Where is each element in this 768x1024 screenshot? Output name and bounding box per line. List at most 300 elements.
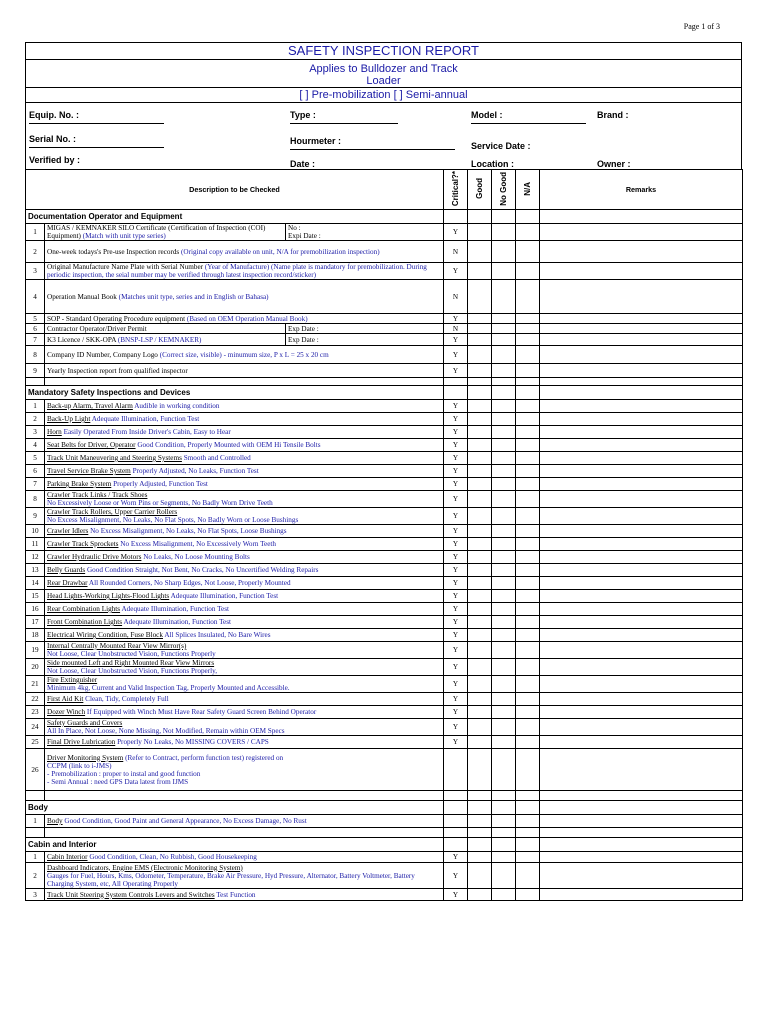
critical-cell[interactable]: Y (444, 452, 468, 465)
good-cell[interactable] (468, 241, 492, 263)
remarks-cell[interactable] (540, 659, 743, 676)
subfield-1: Exp Date : (288, 324, 319, 333)
remarks-cell[interactable] (540, 224, 743, 241)
item-text: Yearly Inspection report from qualified inspector (47, 366, 188, 375)
no-good-cell[interactable] (492, 210, 516, 224)
critical-cell[interactable]: Y (444, 693, 468, 706)
na-cell[interactable] (516, 241, 540, 263)
remarks-cell[interactable] (540, 210, 743, 224)
remarks-cell[interactable] (540, 577, 743, 590)
good-cell[interactable] (468, 439, 492, 452)
no-good-cell[interactable] (492, 224, 516, 241)
report-subtitle (26, 60, 741, 88)
item-number: 12 (26, 551, 45, 564)
good-cell[interactable] (468, 538, 492, 551)
item-name: Final Drive Lubrication (47, 738, 116, 746)
good-cell[interactable] (468, 719, 492, 736)
na-cell[interactable] (516, 659, 540, 676)
critical-cell[interactable]: N (444, 280, 468, 314)
na-cell[interactable] (516, 324, 540, 334)
item-criteria: Test Function (214, 890, 256, 899)
owner-label: Owner : (597, 159, 631, 169)
no-good-cell[interactable] (492, 676, 516, 693)
item-criteria: Properly Adjusted, Function Test (111, 480, 208, 488)
no-good-cell[interactable] (492, 364, 516, 378)
item-description (45, 478, 444, 491)
na-cell[interactable] (516, 564, 540, 577)
checklist-row (26, 577, 743, 590)
remarks-cell[interactable] (540, 465, 743, 478)
remarks-cell[interactable] (540, 478, 743, 491)
item-text: K3 Licence / SKK-OPA (47, 335, 117, 344)
remarks-cell[interactable] (540, 616, 743, 629)
item-description (45, 749, 444, 791)
no-good-cell[interactable] (492, 465, 516, 478)
critical-cell[interactable]: Y (444, 642, 468, 659)
no-good-cell[interactable] (492, 791, 516, 801)
remarks-cell[interactable] (540, 828, 743, 838)
na-cell[interactable] (516, 551, 540, 564)
no-good-cell[interactable] (492, 852, 516, 863)
na-cell[interactable] (516, 465, 540, 478)
remarks-cell[interactable] (540, 564, 743, 577)
good-cell[interactable] (468, 693, 492, 706)
na-cell[interactable] (516, 224, 540, 241)
na-cell[interactable] (516, 538, 540, 551)
no-good-cell[interactable] (492, 616, 516, 629)
critical-cell[interactable] (444, 791, 468, 801)
item-number: 4 (26, 280, 45, 314)
na-cell[interactable] (516, 334, 540, 346)
item-description (45, 706, 444, 719)
item-number: 4 (26, 439, 45, 452)
no-good-cell[interactable] (492, 439, 516, 452)
no-good-cell[interactable] (492, 863, 516, 889)
critical-cell[interactable] (444, 378, 468, 386)
checklist-row (26, 693, 743, 706)
critical-cell[interactable]: Y (444, 719, 468, 736)
critical-cell[interactable] (444, 828, 468, 838)
remarks-cell[interactable] (540, 791, 743, 801)
remarks-cell[interactable] (540, 719, 743, 736)
remarks-cell[interactable] (540, 426, 743, 439)
remarks-cell[interactable] (540, 491, 743, 508)
item-description (45, 577, 444, 590)
item-description (45, 334, 286, 346)
good-cell[interactable] (468, 210, 492, 224)
remarks-cell[interactable] (540, 263, 743, 280)
good-cell[interactable] (468, 801, 492, 815)
no-good-cell[interactable] (492, 314, 516, 324)
item-number: 1 (26, 852, 45, 863)
na-cell[interactable] (516, 478, 540, 491)
critical-cell[interactable]: Y (444, 224, 468, 241)
good-cell[interactable] (468, 889, 492, 901)
critical-cell[interactable]: Y (444, 659, 468, 676)
critical-cell[interactable]: Y (444, 413, 468, 426)
na-cell[interactable] (516, 413, 540, 426)
hourmeter-line (290, 149, 455, 150)
item-number: 11 (26, 538, 45, 551)
critical-cell[interactable]: Y (444, 400, 468, 413)
critical-cell[interactable]: Y (444, 590, 468, 603)
checklist-row (26, 452, 743, 465)
critical-cell[interactable]: Y (444, 314, 468, 324)
critical-cell[interactable]: Y (444, 263, 468, 280)
item-description (45, 693, 444, 706)
no-good-cell[interactable] (492, 659, 516, 676)
no-good-cell[interactable] (492, 642, 516, 659)
remarks-cell[interactable] (540, 508, 743, 525)
remarks-cell[interactable] (540, 280, 743, 314)
remarks-cell[interactable] (540, 815, 743, 828)
remarks-cell[interactable] (540, 334, 743, 346)
remarks-cell[interactable] (540, 525, 743, 538)
remarks-cell[interactable] (540, 439, 743, 452)
no-good-cell[interactable] (492, 749, 516, 791)
na-cell[interactable] (516, 852, 540, 863)
no-good-cell[interactable] (492, 889, 516, 901)
no-good-cell[interactable] (492, 719, 516, 736)
no-good-cell[interactable] (492, 491, 516, 508)
na-cell[interactable] (516, 693, 540, 706)
na-cell[interactable] (516, 749, 540, 791)
na-cell[interactable] (516, 426, 540, 439)
na-cell[interactable] (516, 508, 540, 525)
serial-no-label: Serial No. : (29, 134, 77, 144)
na-cell[interactable] (516, 616, 540, 629)
critical-cell[interactable]: Y (444, 736, 468, 749)
no-good-cell[interactable] (492, 508, 516, 525)
good-cell[interactable] (468, 224, 492, 241)
item-number: 5 (26, 314, 45, 324)
critical-cell[interactable]: Y (444, 508, 468, 525)
equipment-info-block (25, 103, 742, 169)
na-cell[interactable] (516, 346, 540, 364)
item-description (45, 452, 444, 465)
item-criteria: Good Condition, Clean, No Rubbish, Good Housekeeping (87, 853, 257, 861)
na-cell[interactable] (516, 378, 540, 386)
no-good-cell[interactable] (492, 241, 516, 263)
remarks-cell[interactable] (540, 346, 743, 364)
item-name: Crawler Track Sprockets (47, 540, 119, 548)
item-description (45, 241, 444, 263)
na-cell[interactable] (516, 889, 540, 901)
good-cell[interactable] (468, 838, 492, 852)
good-cell[interactable] (468, 508, 492, 525)
critical-cell[interactable]: Y (444, 525, 468, 538)
critical-cell[interactable]: Y (444, 346, 468, 364)
critical-cell[interactable]: Y (444, 863, 468, 889)
na-cell[interactable] (516, 280, 540, 314)
item-description (45, 736, 444, 749)
item-criteria: All In Place, Not Loose, None Missing, Not Modified, Remain within OEM Specs (47, 727, 285, 735)
good-cell[interactable] (468, 590, 492, 603)
good-cell[interactable] (468, 413, 492, 426)
good-cell[interactable] (468, 400, 492, 413)
good-cell[interactable] (468, 452, 492, 465)
section-title: Mandatory Safety Inspections and Devices (26, 386, 444, 400)
item-criteria: Adequate Illumination, Function Test (169, 592, 279, 600)
critical-cell[interactable]: Y (444, 364, 468, 378)
no-good-cell[interactable] (492, 452, 516, 465)
good-cell[interactable] (468, 603, 492, 616)
good-cell[interactable] (468, 564, 492, 577)
no-good-cell[interactable] (492, 538, 516, 551)
hourmeter-label: Hourmeter : (290, 136, 342, 146)
good-cell[interactable] (468, 815, 492, 828)
critical-cell[interactable]: Y (444, 439, 468, 452)
no-good-cell[interactable] (492, 590, 516, 603)
remarks-cell[interactable] (540, 364, 743, 378)
item-subfields (286, 334, 444, 346)
na-cell[interactable] (516, 828, 540, 838)
no-good-cell[interactable] (492, 280, 516, 314)
equip-no-label: Equip. No. : (29, 110, 79, 120)
good-cell[interactable] (468, 478, 492, 491)
item-criteria: Properly No Leaks, No MISSING COVERS / CAPS (115, 738, 269, 746)
no-good-cell[interactable] (492, 346, 516, 364)
section-documentation (26, 210, 743, 224)
critical-cell[interactable]: Y (444, 426, 468, 439)
item-description (45, 465, 444, 478)
no-good-cell[interactable] (492, 378, 516, 386)
remarks-cell[interactable] (540, 838, 743, 852)
good-cell[interactable] (468, 863, 492, 889)
item-description (45, 346, 444, 364)
good-cell[interactable] (468, 426, 492, 439)
na-cell[interactable] (516, 815, 540, 828)
item-name: Back-Up Light (47, 415, 91, 423)
na-cell[interactable] (516, 603, 540, 616)
critical-cell[interactable]: Y (444, 616, 468, 629)
col-no-good: No Good (492, 170, 516, 210)
critical-cell[interactable]: Y (444, 577, 468, 590)
good-cell[interactable] (468, 314, 492, 324)
remarks-cell[interactable] (540, 736, 743, 749)
na-cell[interactable] (516, 791, 540, 801)
good-cell[interactable] (468, 263, 492, 280)
na-cell[interactable] (516, 577, 540, 590)
remarks-cell[interactable] (540, 642, 743, 659)
good-cell[interactable] (468, 386, 492, 400)
good-cell[interactable] (468, 378, 492, 386)
na-cell[interactable] (516, 801, 540, 815)
critical-cell[interactable]: Y (444, 465, 468, 478)
no-good-cell[interactable] (492, 706, 516, 719)
no-good-cell[interactable] (492, 736, 516, 749)
item-criteria: All Rounded Corners, No Sharp Edges, Not Loose, Properly Mounted (87, 579, 291, 587)
na-cell[interactable] (516, 719, 540, 736)
no-good-cell[interactable] (492, 551, 516, 564)
good-cell[interactable] (468, 577, 492, 590)
good-cell[interactable] (468, 334, 492, 346)
remarks-cell[interactable] (540, 386, 743, 400)
checklist-row (26, 525, 743, 538)
critical-cell[interactable] (444, 749, 468, 791)
remarks-cell[interactable] (540, 538, 743, 551)
critical-cell[interactable]: Y (444, 676, 468, 693)
na-cell[interactable] (516, 706, 540, 719)
no-good-cell[interactable] (492, 386, 516, 400)
checklist-row (26, 815, 743, 828)
item-number: 9 (26, 364, 45, 378)
remarks-cell[interactable] (540, 863, 743, 889)
critical-cell[interactable]: Y (444, 491, 468, 508)
na-cell[interactable] (516, 386, 540, 400)
equip-no-line (29, 123, 164, 124)
na-cell[interactable] (516, 629, 540, 642)
good-cell[interactable] (468, 852, 492, 863)
critical-cell[interactable]: Y (444, 706, 468, 719)
critical-cell[interactable] (444, 386, 468, 400)
good-cell[interactable] (468, 525, 492, 538)
remarks-cell[interactable] (540, 706, 743, 719)
no-good-cell[interactable] (492, 828, 516, 838)
checklist-row (26, 224, 743, 241)
critical-cell[interactable] (444, 210, 468, 224)
item-name: Travel Service Brake System (47, 467, 131, 475)
no-good-cell[interactable] (492, 577, 516, 590)
remarks-cell[interactable] (540, 324, 743, 334)
good-cell[interactable] (468, 791, 492, 801)
no-good-cell[interactable] (492, 334, 516, 346)
remarks-cell[interactable] (540, 314, 743, 324)
na-cell[interactable] (516, 263, 540, 280)
remarks-cell[interactable] (540, 551, 743, 564)
no-good-cell[interactable] (492, 564, 516, 577)
no-good-cell[interactable] (492, 801, 516, 815)
good-cell[interactable] (468, 736, 492, 749)
no-good-cell[interactable] (492, 413, 516, 426)
critical-cell[interactable]: Y (444, 478, 468, 491)
critical-cell[interactable]: Y (444, 334, 468, 346)
good-cell[interactable] (468, 346, 492, 364)
na-cell[interactable] (516, 736, 540, 749)
remarks-cell[interactable] (540, 676, 743, 693)
na-cell[interactable] (516, 452, 540, 465)
critical-cell[interactable]: Y (444, 852, 468, 863)
na-cell[interactable] (516, 210, 540, 224)
na-cell[interactable] (516, 525, 540, 538)
critical-cell[interactable] (444, 838, 468, 852)
good-cell[interactable] (468, 280, 492, 314)
critical-cell[interactable]: Y (444, 629, 468, 642)
no-good-cell[interactable] (492, 815, 516, 828)
no-good-cell[interactable] (492, 263, 516, 280)
item-description (45, 889, 444, 901)
remarks-cell[interactable] (540, 801, 743, 815)
item-text: Operation Manual Book (47, 292, 117, 301)
item-note: (Matches unit type, series and in English or Bahasa) (116, 292, 269, 301)
critical-cell[interactable]: Y (444, 564, 468, 577)
good-cell[interactable] (468, 324, 492, 334)
no-good-cell[interactable] (492, 693, 516, 706)
good-cell[interactable] (468, 465, 492, 478)
critical-cell[interactable]: Y (444, 538, 468, 551)
item-criteria-line-3: - Premobilization : proper to instal and good function (47, 769, 201, 778)
item-note: (BNSP-LSP / KEMNAKER) (116, 335, 202, 344)
critical-cell[interactable]: Y (444, 889, 468, 901)
no-good-cell[interactable] (492, 603, 516, 616)
spacer-row (26, 791, 743, 801)
good-cell[interactable] (468, 491, 492, 508)
good-cell[interactable] (468, 629, 492, 642)
good-cell[interactable] (468, 749, 492, 791)
checklist-row (26, 889, 743, 901)
na-cell[interactable] (516, 364, 540, 378)
critical-cell[interactable]: N (444, 241, 468, 263)
na-cell[interactable] (516, 838, 540, 852)
no-good-cell[interactable] (492, 525, 516, 538)
good-cell[interactable] (468, 616, 492, 629)
na-cell[interactable] (516, 863, 540, 889)
item-description (45, 439, 444, 452)
critical-cell[interactable] (444, 801, 468, 815)
item-description (45, 525, 444, 538)
remarks-cell[interactable] (540, 413, 743, 426)
good-cell[interactable] (468, 642, 492, 659)
na-cell[interactable] (516, 642, 540, 659)
item-description (45, 280, 444, 314)
remarks-cell[interactable] (540, 590, 743, 603)
no-good-cell[interactable] (492, 838, 516, 852)
remarks-cell[interactable] (540, 749, 743, 791)
item-criteria: All Splices Insulated, No Bare Wires (162, 631, 271, 639)
critical-cell[interactable]: Y (444, 603, 468, 616)
remarks-cell[interactable] (540, 400, 743, 413)
checklist-row (26, 465, 743, 478)
remarks-cell[interactable] (540, 693, 743, 706)
remarks-cell[interactable] (540, 852, 743, 863)
remarks-cell[interactable] (540, 889, 743, 901)
na-cell[interactable] (516, 314, 540, 324)
brand-label: Brand : (597, 110, 629, 120)
na-cell[interactable] (516, 439, 540, 452)
good-cell[interactable] (468, 706, 492, 719)
remarks-cell[interactable] (540, 603, 743, 616)
na-cell[interactable] (516, 491, 540, 508)
good-cell[interactable] (468, 551, 492, 564)
good-cell[interactable] (468, 659, 492, 676)
na-cell[interactable] (516, 400, 540, 413)
na-cell[interactable] (516, 676, 540, 693)
no-good-cell[interactable] (492, 400, 516, 413)
remarks-cell[interactable] (540, 452, 743, 465)
checklist-row (26, 334, 743, 346)
good-cell[interactable] (468, 828, 492, 838)
critical-cell[interactable]: N (444, 324, 468, 334)
remarks-cell[interactable] (540, 241, 743, 263)
no-good-cell[interactable] (492, 426, 516, 439)
critical-cell[interactable] (444, 815, 468, 828)
remarks-cell[interactable] (540, 629, 743, 642)
good-cell[interactable] (468, 676, 492, 693)
remarks-cell[interactable] (540, 378, 743, 386)
checklist-row (26, 491, 743, 508)
checklist-row (26, 508, 743, 525)
no-good-cell[interactable] (492, 629, 516, 642)
blank-cell (26, 378, 45, 386)
item-name: Horn (47, 428, 62, 436)
critical-cell[interactable]: Y (444, 551, 468, 564)
item-name: Side mounted Left and Right Mounted Rear View Mirrors (47, 659, 215, 667)
item-number: 26 (26, 749, 45, 791)
na-cell[interactable] (516, 590, 540, 603)
no-good-cell[interactable] (492, 324, 516, 334)
no-good-cell[interactable] (492, 478, 516, 491)
good-cell[interactable] (468, 364, 492, 378)
